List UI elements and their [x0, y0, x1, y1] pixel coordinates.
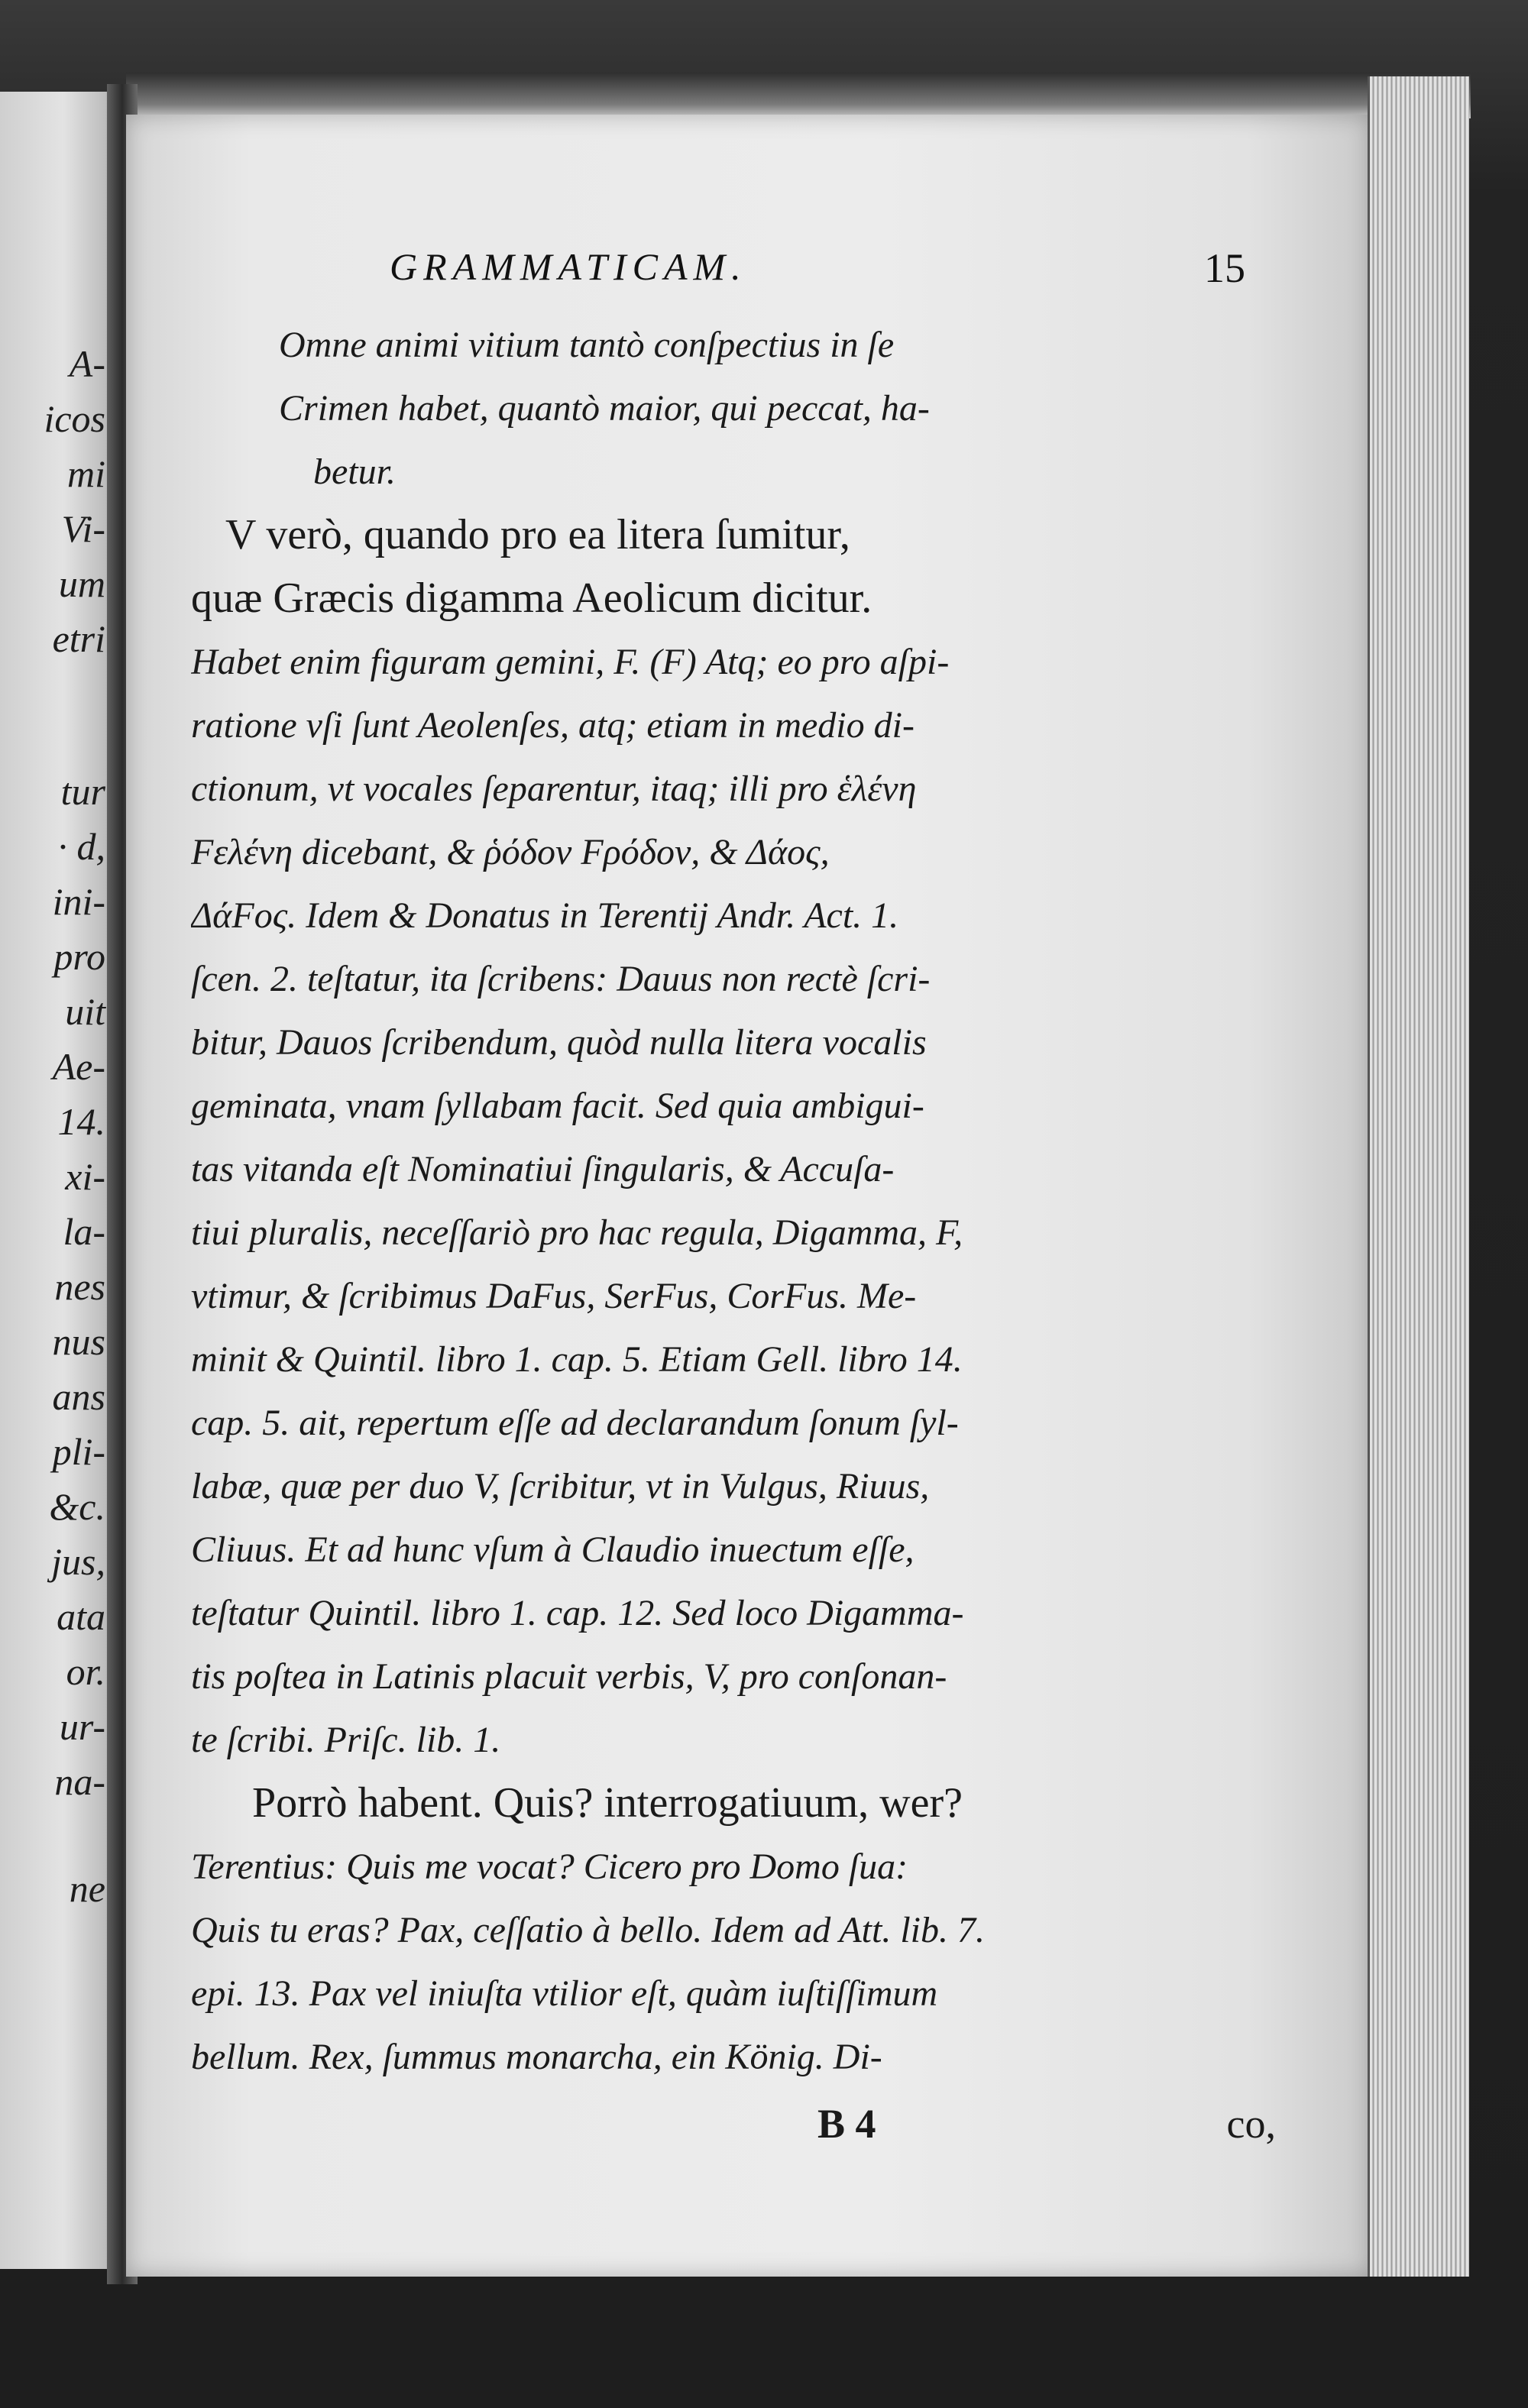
text-line: betur.	[313, 452, 396, 492]
left-fragment: etri	[52, 617, 105, 660]
left-fragment: ata	[57, 1595, 105, 1638]
text-line: Quis tu eras? Pax, ceſſatio à bello. Idem ad Att. lib. 7.	[191, 1910, 985, 1950]
left-page	[0, 92, 115, 2269]
left-fragment: jus,	[51, 1540, 105, 1583]
text-line: Fελένη dicebant, & ῥόδον Fρόδον, & Δάος,	[191, 832, 830, 872]
text-line: tis poſtea in Latinis placuit verbis, V, pro conſonan-	[191, 1656, 947, 1697]
text-line: Crimen habet, quantò maior, qui peccat, ha-	[279, 388, 930, 429]
text-line: V verò, quando pro ea litera ſumitur,	[225, 511, 850, 558]
text-line: Terentius: Quis me vocat? Cicero pro Domo ſua:	[191, 1846, 908, 1887]
left-fragment: or.	[66, 1650, 105, 1693]
text-line: tas vitanda eſt Nominatiui ſingularis, & Accuſa-	[191, 1149, 895, 1189]
text-line: tiui pluralis, neceſſariò pro hac regula, Digamma, F,	[191, 1212, 963, 1253]
page-header	[191, 229, 1276, 313]
text-line: ΔάFος. Idem & Donatus in Terentij Andr. Act. 1.	[191, 895, 899, 936]
text-line: epi. 13. Pax vel iniuſta vtilior eſt, quàm iuſtiſſimum	[191, 1973, 938, 2014]
left-fragment: xi-	[65, 1155, 105, 1198]
left-page-margin-text	[44, 336, 105, 1916]
text-line: bitur, Dauos ſcribendum, quòd nulla litera vocalis	[191, 1022, 927, 1063]
left-fragment: icos	[44, 397, 105, 440]
text-line: geminata, vnam ſyllabam facit. Sed quia ambigui-	[191, 1086, 924, 1126]
page-number: 15	[1204, 245, 1245, 291]
text-line: cap. 5. ait, repertum eſſe ad declarandum ſonum ſyl-	[191, 1403, 959, 1443]
text-line: ratione vſi ſunt Aeolenſes, atq; etiam in medio di-	[191, 705, 915, 746]
signature-mark: B 4	[817, 2101, 876, 2147]
left-fragment: ur-	[59, 1705, 105, 1748]
page-text-block	[191, 229, 1276, 2165]
text-line: ſcen. 2. teſtatur, ita ſcribens: Dauus non rectè ſcri-	[191, 959, 931, 999]
left-fragment: um	[58, 562, 105, 605]
text-line: labæ, quæ per duo V, ſcribitur, vt in Vulgus, Riuus,	[191, 1466, 930, 1507]
text-line: Porrò habent. Quis? interrogatiuum, wer?	[252, 1779, 963, 1827]
left-fragment: pro	[53, 935, 105, 978]
page-footer	[191, 2096, 1276, 2165]
text-line: Habet enim figuram gemini, F. (F) Atq; eo pro aſpi-	[191, 642, 950, 682]
left-fragment: ini-	[52, 880, 105, 923]
left-fragment: ne	[69, 1867, 105, 1910]
left-fragment: · d,	[57, 825, 105, 868]
left-fragment: tur	[60, 770, 105, 813]
left-fragment: uit	[65, 990, 105, 1033]
text-line: teſtatur Quintil. libro 1. cap. 12. Sed loco Digamma-	[191, 1593, 964, 1633]
page-edges	[1368, 76, 1469, 2277]
left-fragment: mi	[67, 452, 105, 495]
text-line: ctionum, vt vocales ſeparentur, itaq; illi pro ἑλένη	[191, 769, 917, 809]
left-fragment: pli-	[52, 1430, 105, 1473]
left-fragment: A-	[69, 342, 105, 385]
left-fragment: Vi-	[61, 507, 105, 550]
running-head: GRAMMATICAM.	[390, 245, 747, 288]
text-line: minit & Quintil. libro 1. cap. 5. Etiam Gell. libro 14.	[191, 1339, 963, 1380]
text-line: vtimur, & ſcribimus DaFus, SerFus, CorFus. Me-	[191, 1276, 917, 1316]
left-fragment: ans	[52, 1375, 105, 1418]
text-line: Omne animi vitium tantò conſpectius in ſe	[279, 325, 895, 365]
book-top-edge	[126, 73, 1471, 118]
text-line: bellum. Rex, ſummus monarcha, ein König. Di-	[191, 2037, 882, 2077]
left-fragment: nes	[54, 1265, 105, 1308]
left-fragment: &c.	[49, 1485, 105, 1528]
left-fragment: 14.	[57, 1100, 105, 1143]
text-line: Cliuus. Et ad hunc vſum à Claudio inuectum eſſe,	[191, 1529, 915, 1570]
left-fragment: Ae-	[52, 1045, 105, 1088]
left-fragment: na-	[54, 1760, 105, 1803]
text-line: te ſcribi. Priſc. lib. 1.	[191, 1720, 501, 1760]
text-line: quæ Græcis digamma Aeolicum dicitur.	[191, 574, 872, 622]
left-fragment: nus	[52, 1320, 105, 1363]
left-fragment: la-	[63, 1210, 105, 1253]
catchword: co,	[1226, 2101, 1276, 2147]
